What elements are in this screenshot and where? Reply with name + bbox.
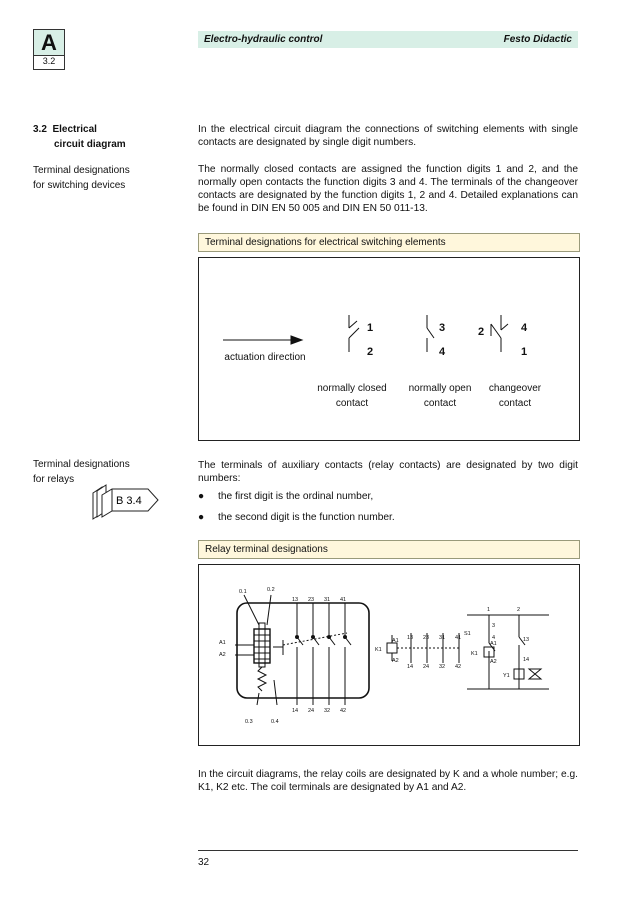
no-terminal-bottom: 4 <box>439 346 446 358</box>
sym-32: 32 <box>439 664 446 670</box>
figure1-diagram <box>199 258 579 440</box>
bullet-item <box>198 491 395 512</box>
section-number: 3.2 <box>33 124 47 135</box>
paragraph-relay-intro: The terminals of auxiliary contacts (relay contacts) are designated by two digit numbers: <box>198 460 578 484</box>
bullet-dot-icon: ● <box>198 491 205 502</box>
circuit-s1: S1 <box>464 631 471 637</box>
circuit-k1: K1 <box>471 651 478 657</box>
circuit-s1-3: 3 <box>492 623 496 629</box>
label-a1: A1 <box>219 640 226 646</box>
header-title: Electro-hydraulic control <box>204 34 323 45</box>
actuation-direction-label: actuation direction <box>224 352 306 363</box>
figure1-frame <box>198 257 580 441</box>
co-label-1: changeover <box>488 383 542 394</box>
term-31: 31 <box>324 597 331 603</box>
circuit-13: 13 <box>523 637 530 643</box>
term-14: 14 <box>292 708 299 714</box>
sym-23: 23 <box>423 635 430 641</box>
sym-42: 42 <box>455 664 462 670</box>
paragraph-relay-coils: In the circuit diagrams, the relay coils are designated by K and a whole number; e.g. K1, K2 etc. The coil terminals are designated by A1 and A2. <box>198 769 578 793</box>
figure1-title-bar <box>198 233 580 252</box>
no-label-1: normally open <box>408 383 472 394</box>
term-23: 23 <box>308 597 315 603</box>
term-13: 13 <box>292 597 299 603</box>
bullet-text-2: the second digit is the function number. <box>218 512 395 523</box>
margin-note-relays-1: Terminal designations <box>33 459 130 470</box>
circuit-a1: A1 <box>490 641 497 647</box>
section-heading <box>33 122 126 152</box>
ref-label: B 3.4 <box>116 495 142 507</box>
no-label-2: contact <box>423 398 457 409</box>
bullet-list <box>198 491 395 523</box>
margin-note-relays-2: for relays <box>33 474 75 485</box>
margin-note-switching-2: for switching devices <box>33 180 126 191</box>
sym-a1: A1 <box>392 638 399 644</box>
circuit-y1: Y1 <box>503 673 510 679</box>
header-publisher: Festo Didactic <box>503 34 572 45</box>
circuit-s1-4: 4 <box>492 635 496 641</box>
paragraph-intro: In the electrical circuit diagram the connections of switching elements with single contacts are designated by single digit numbers. <box>198 124 578 148</box>
nc-label-2: contact <box>335 398 369 409</box>
bullet-text-1: the first digit is the ordinal number, <box>218 491 374 502</box>
label-a2: A2 <box>219 652 226 658</box>
nc-terminal-top: 1 <box>367 322 374 334</box>
circuit-14: 14 <box>523 657 530 663</box>
circuit-a2: A2 <box>490 659 497 665</box>
term-24: 24 <box>308 708 315 714</box>
co-label-2: contact <box>498 398 532 409</box>
sym-k1: K1 <box>375 647 382 653</box>
figure2-title-bar <box>198 540 580 559</box>
section-title-1: Electrical <box>52 124 97 135</box>
bullet-item <box>198 512 395 523</box>
term-41: 41 <box>340 597 347 603</box>
figure2-diagram <box>199 565 579 745</box>
section-tab-letter: A <box>34 30 64 56</box>
sym-24: 24 <box>423 664 430 670</box>
coil-terminal-0-3: 0.3 <box>245 719 253 725</box>
term-42: 42 <box>340 708 347 714</box>
margin-note-switching <box>33 163 130 193</box>
sym-13: 13 <box>407 635 414 641</box>
footer-rule <box>198 850 578 851</box>
figure2-frame <box>198 564 580 746</box>
sym-31: 31 <box>439 635 446 641</box>
co-terminal-bottom: 1 <box>521 346 528 358</box>
term-32: 32 <box>324 708 331 714</box>
sym-41: 41 <box>455 635 462 641</box>
bullet-dot-icon: ● <box>198 512 205 523</box>
co-terminal-top: 4 <box>521 322 528 334</box>
section-tab-number: 3.2 <box>42 56 56 66</box>
circuit-rail-2: 2 <box>517 607 521 613</box>
section-tab <box>33 29 65 70</box>
margin-note-switching-1: Terminal designations <box>33 165 130 176</box>
no-terminal-top: 3 <box>439 322 446 334</box>
circuit-rail-1: 1 <box>487 607 491 613</box>
coil-terminal-0-2: 0.2 <box>267 587 275 593</box>
nc-label-1: normally closed <box>317 383 387 394</box>
nc-terminal-bottom: 2 <box>367 346 374 358</box>
figure1-title: Terminal designations for electrical switching elements <box>205 237 446 248</box>
paragraph-contacts: The normally closed contacts are assigned the function digits 1 and 2, and the normally open contacts the function digits 3 and 4. The terminals of the changeover contacts are designated by the function digits 1, 2 and 4. Detailed explanations can be found in DIN EN 50 005 and DIN EN 50 011-13. <box>198 164 578 214</box>
figure2-title: Relay terminal designations <box>205 544 328 555</box>
section-title-line2: circuit diagram <box>54 139 126 150</box>
running-header <box>198 31 578 48</box>
sym-14: 14 <box>407 664 414 670</box>
coil-terminal-0-1: 0.1 <box>239 589 247 595</box>
sym-a2: A2 <box>392 658 399 664</box>
co-terminal-left: 2 <box>478 326 485 338</box>
coil-terminal-0-4: 0.4 <box>271 719 279 725</box>
book-reference-icon <box>90 483 166 525</box>
page-number: 32 <box>198 857 210 868</box>
